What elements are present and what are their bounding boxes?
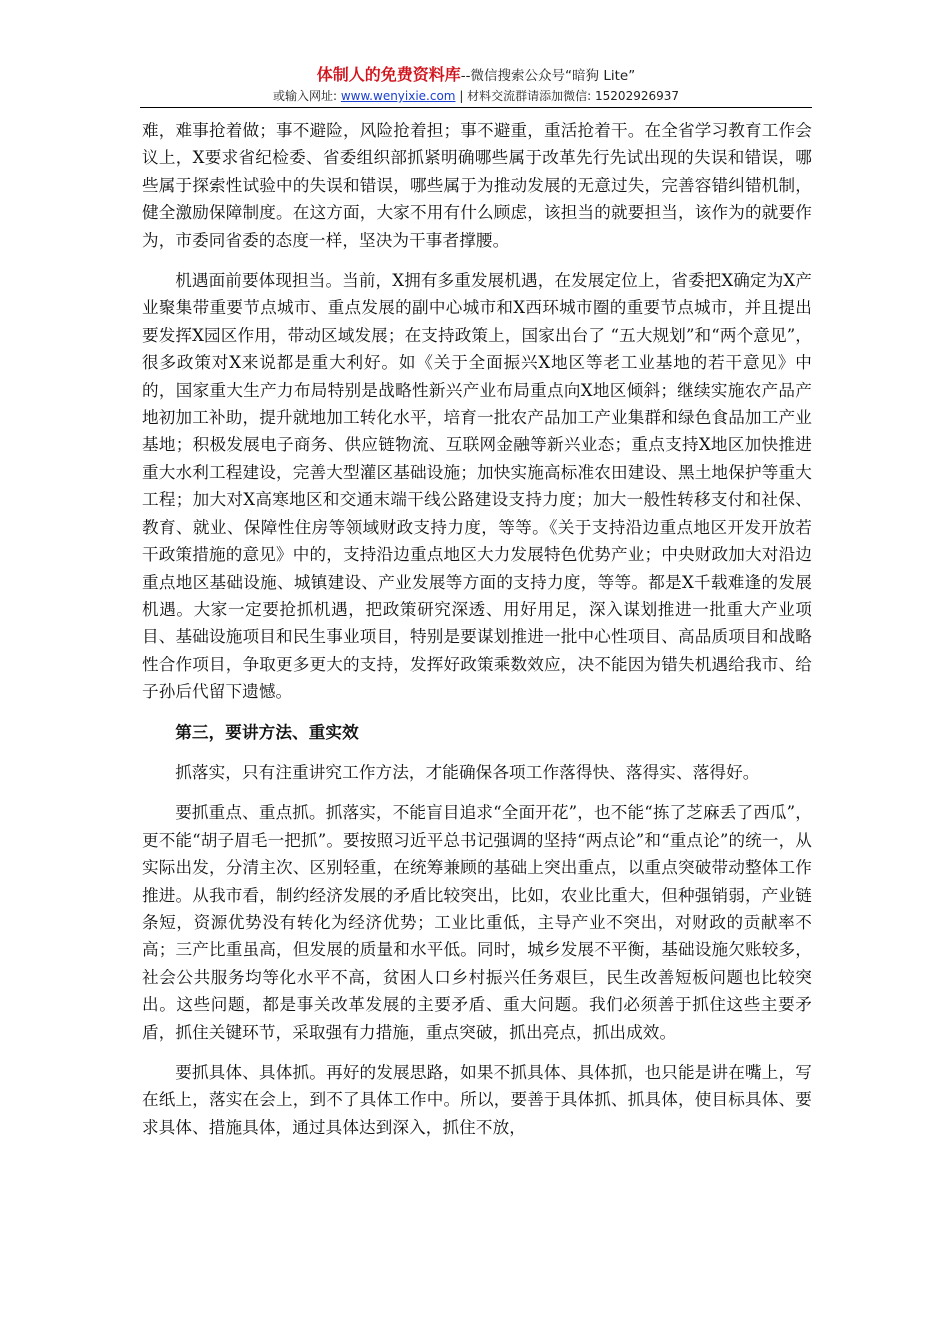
header-line-2 bbox=[140, 87, 812, 105]
header-url-link[interactable]: www.wenyixie.com bbox=[340, 89, 456, 103]
header-contact: | 材料交流群请添加微信: 15202926937 bbox=[455, 89, 680, 103]
paragraph-key-points: 要抓重点、重点抓。抓落实，不能盲目追求“全面开花”，也不能“拣了芝麻丢了西瓜”，更不能“胡子眉毛一把抓”。要按照习近平总书记强调的坚持“两点论”和“重点论”的统一，从实际出发，分清主次、区别轻重，在统筹兼顾的基础上突出重点，以重点突破带动整体工作推进。从我市看，制约经济发展的矛盾比较突出，比如，农业比重大，但种强销弱，产业链条短，资源优势没有转化为经济优势；工业比重低，主导产业不突出，对财政的贡献率不高；三产比重虽高，但发展的质量和水平低。同时，城乡发展不平衡，基础设施欠账较多，社会公共服务均等化水平不高，贫困人口乡村振兴任务艰巨，民生改善短板问题也比较突出。这些问题，都是事关改革发展的主要矛盾、重大问题。我们必须善于抓住这些主要矛盾，抓住关键环节，采取强有力措施，重点突破，抓出亮点，抓出成效。 bbox=[142, 803, 812, 1042]
header-line-1 bbox=[140, 66, 812, 85]
paragraph-opportunity: 机遇面前要体现担当。当前，X拥有多重发展机遇，在发展定位上，省委把X确定为X产业聚集带重要节点城市、重点发展的副中心城市和X西环城市圈的重要节点城市，并且提出要发挥X园区作用，带动区域发展；在支持政策上，国家出台了 “五大规划”和“两个意见”，很多政策对X来说都是重大利好。如《关于全面振兴X地区等老工业基地的若干意见》中的，国家重大生产力布局特别是战略性新兴产业布局重点向X地区倾斜；继续实施农产品产地初加工补助，提升就地加工转化水平，培育一批农产品加工产业集群和绿色食品加工产业基地；积极发展电子商务、供应链物流、互联网金融等新兴业态；重点支持X地区加快推进重大水利工程建设，完善大型灌区基础设施；加快实施高标准农田建设、黑土地保护等重大工程；加大对X高寒地区和交通末端干线公路建设支持力度；加大一般性转移支付和社保、教育、就业、保障性住房等领域财政支持力度，等等。《关于支持沿边重点地区开发开放若干政策措施的意见》中的，支持沿边重点地区大力发展特色优势产业；中央财政加大对沿边重点地区基础设施、城镇建设、产业发展等方面的支持力度，等等。都是X千载难逢的发展机遇。大家一定要抢抓机遇，把政策研究深透、用好用足，深入谋划推进一批重大产业项目、基础设施项目和民生事业项目，特别是要谋划推进一批中心性项目、高品质项目和战略性合作项目，争取更多更大的支持，发挥好政策乘数效应，决不能因为错失机遇给我市、给子孙后代留下遗憾。 bbox=[142, 271, 812, 702]
header-divider bbox=[140, 107, 812, 108]
page-header bbox=[140, 66, 812, 105]
header-brand: 体制人的免费资料库 bbox=[316, 65, 461, 84]
paragraph-method-intro: 抓落实，只有注重讲究工作方法，才能确保各项工作落得快、落得实、落得好。 bbox=[175, 762, 760, 782]
document-body bbox=[142, 117, 812, 1154]
paragraph-concrete: 要抓具体、具体抓。再好的发展思路，如果不抓具体、具体抓，也只能是讲在嘴上，写在纸上，落实在会上，到不了具体工作中。所以，要善于具体抓、抓具体，使目标具体、要求具体、措施具体，通过具体达到深入，抓住不放， bbox=[142, 1063, 812, 1137]
section-heading: 第三，要讲方法、重实效 bbox=[175, 721, 359, 742]
header-url-prefix: 或输入网址: bbox=[272, 89, 341, 103]
header-tagline: --微信搜索公众号“暗狗 Lite” bbox=[460, 68, 636, 84]
paragraph-continuation: 难，难事抢着做；事不避险，风险抢着担；事不避重，重活抢着干。在全省学习教育工作会议上，X要求省纪检委、省委组织部抓紧明确哪些属于改革先行先试出现的失误和错误，哪些属于探索性试验中的失误和错误，哪些属于为推动发展的无意过失，完善容错纠错机制，健全激励保障制度。在这方面，大家不用有什么顾虑，该担当的就要担当，该作为的就要作为，市委同省委的态度一样，坚决为干事者撑腰。 bbox=[142, 121, 812, 250]
